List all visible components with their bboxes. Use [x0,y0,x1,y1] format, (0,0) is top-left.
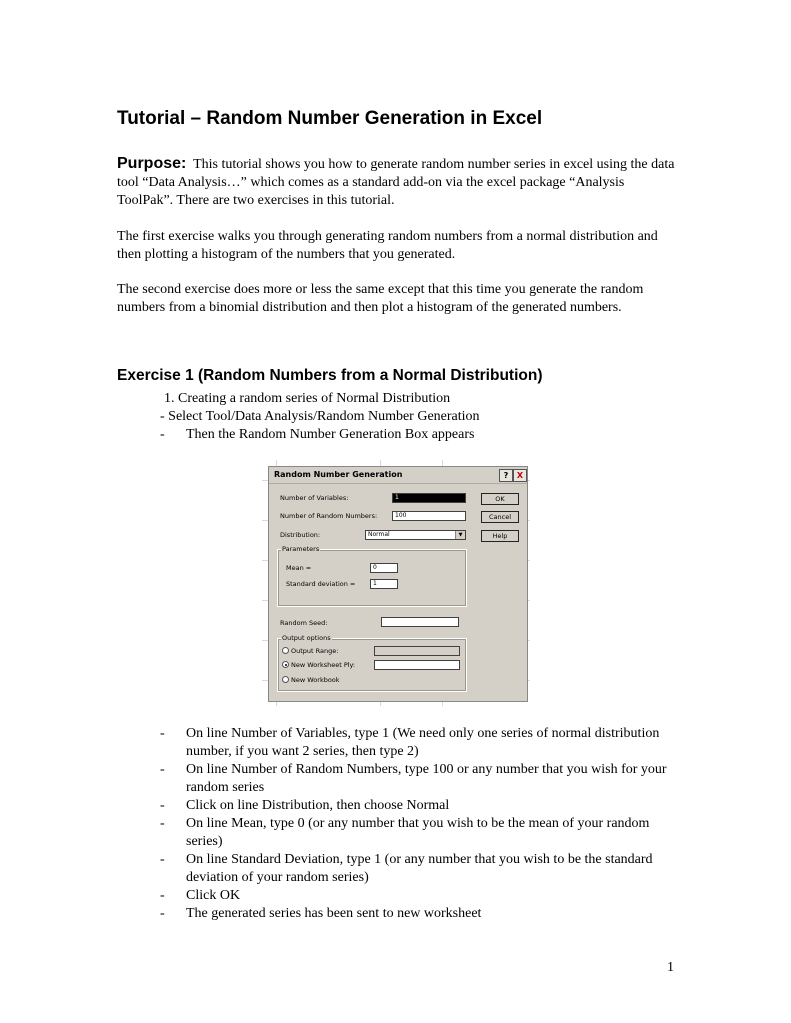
list-item: - The generated series has been sent to new worksheet [160,906,482,921]
list-item: - On line Number of Variables, type 1 (We need only one series of normal distribution number, if you want 2 series, then type 2) [160,726,660,759]
output-range-radio[interactable] [282,647,289,654]
num-random-numbers-label: Number of Random Numbers: [280,512,378,520]
std-deviation-field[interactable]: 1 [370,579,398,589]
purpose-paragraph [117,155,677,209]
help-icon[interactable]: ? [499,469,513,482]
page-number: 1 [667,960,674,975]
dialog-title: Random Number Generation [274,470,403,479]
new-workbook-radio[interactable] [282,676,289,683]
list-item: - On line Number of Random Numbers, type 100 or any number that you wish for your random series [160,762,667,795]
help-button[interactable]: Help [481,530,519,542]
purpose-text: This tutorial shows you how to generate random number series in excel using the data tool “Data Analysis…” which comes as a standard add-on via the excel package “Analysis ToolPak”. There are two exercises in this tutorial. [117,157,675,208]
list-item: - Click on line Distribution, then choose Normal [160,798,450,813]
new-workbook-label: New Workbook [291,676,340,684]
first-exercise-paragraph: The first exercise walks you through generating random numbers from a normal distribution and then plotting a histogram of the numbers that you generated. [117,229,658,262]
new-worksheet-label: New Worksheet Ply: [291,661,356,669]
purpose-label: Purpose: [117,155,187,172]
mean-label: Mean = [286,564,312,572]
dialog-screenshot [262,460,530,706]
mean-field[interactable]: 0 [370,563,398,573]
close-icon[interactable]: X [513,469,527,482]
num-variables-field[interactable]: 1 [392,493,466,503]
output-range-field[interactable] [374,646,460,656]
exercise1-heading: Exercise 1 (Random Numbers from a Normal Distribution) [117,367,543,384]
page-title: Tutorial – Random Number Generation in Excel [117,108,543,129]
list-item: - On line Mean, type 0 (or any number that you wish to be the mean of your random series) [160,816,650,849]
dialog-titlebar [269,467,527,484]
num-variables-label: Number of Variables: [280,494,349,502]
bullet-dash: - [160,427,165,442]
output-options-label: Output options [282,634,331,642]
exercise1-step3 [160,426,680,444]
new-worksheet-radio[interactable] [282,661,289,668]
ok-button[interactable]: OK [481,493,519,505]
distribution-value: Normal [368,531,390,538]
cancel-button[interactable]: Cancel [481,511,519,523]
exercise1-step2: - Select Tool/Data Analysis/Random Number Generation [160,409,480,424]
chevron-down-icon[interactable]: ▼ [455,531,465,539]
output-options-group [277,634,467,692]
list-item [160,426,680,444]
second-exercise-paragraph: The second exercise does more or less the same except that this time you generate the random numbers from a binomial distribution and then plot a histogram of the generated numbers. [117,282,644,315]
exercise1-step1: 1. Creating a random series of Normal Distribution [164,391,451,406]
instruction-list [160,725,680,923]
list-item: - On line Standard Deviation, type 1 (or any number that you wish to be the standard deviation of your random series) [160,852,653,885]
random-seed-field[interactable] [381,617,459,627]
distribution-label: Distribution: [280,531,321,539]
output-range-label: Output Range: [291,647,339,655]
list-item: - Click OK [160,888,241,903]
parameters-label: Parameters [282,545,320,553]
new-worksheet-field[interactable] [374,660,460,670]
std-deviation-label: Standard deviation = [286,580,356,588]
random-seed-label: Random Seed: [280,619,328,627]
num-random-numbers-field[interactable]: 100 [392,511,466,521]
random-number-generation-dialog [268,466,528,702]
parameters-group [277,545,467,607]
bullet-text: Then the Random Number Generation Box appears [186,427,475,442]
distribution-select[interactable] [365,530,466,540]
